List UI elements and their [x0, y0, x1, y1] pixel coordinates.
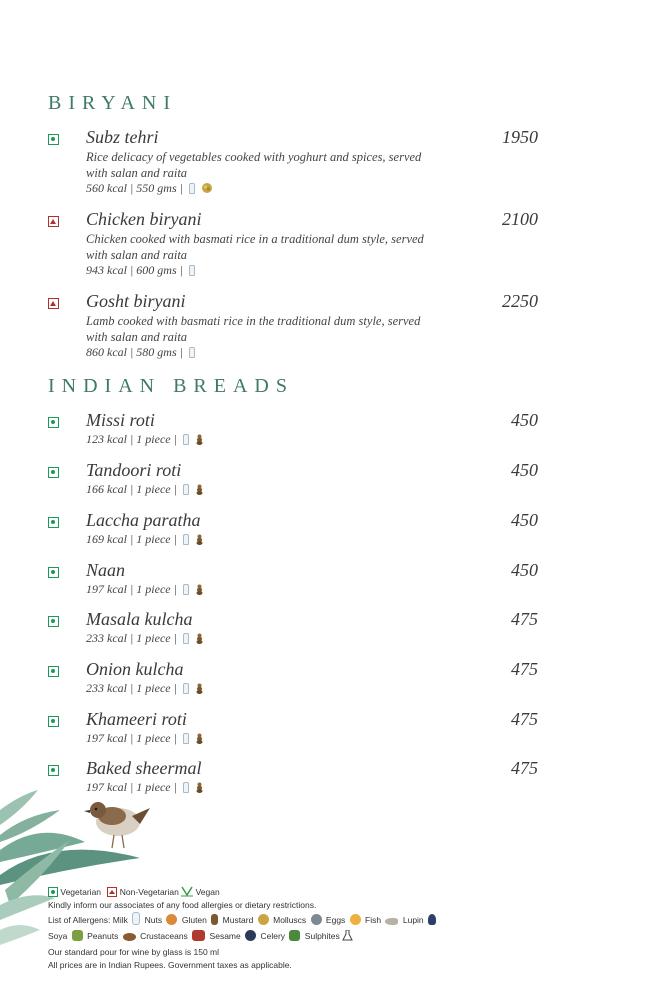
- item-price: 475: [511, 758, 538, 778]
- sulphites-label: Sulphites: [304, 931, 340, 941]
- allergen-list-row-1: [48, 912, 438, 927]
- eggs-icon: [350, 914, 361, 925]
- lupin-icon: [428, 914, 436, 925]
- item-price: 475: [511, 709, 538, 729]
- mustard-icon: [258, 914, 269, 925]
- molluscs-icon: [311, 914, 322, 925]
- item-meta: [86, 532, 204, 547]
- menu-item: [48, 510, 538, 550]
- menu-item: [48, 460, 538, 500]
- veg-icon: [48, 567, 59, 578]
- mustard-label: Mustard: [222, 915, 254, 925]
- milk-icon: [183, 733, 189, 744]
- soya-label: Soya: [48, 931, 68, 941]
- gluten-icon: [195, 683, 204, 694]
- sparrow-icon: [84, 802, 150, 848]
- fish-icon: [385, 918, 398, 925]
- item-nutrition: 233 kcal | 1 piece |: [86, 681, 177, 695]
- veg-icon: [48, 887, 58, 897]
- item-name: Masala kulcha: [86, 609, 193, 629]
- item-price: 450: [511, 510, 538, 530]
- item-name: Khameeri roti: [86, 709, 187, 729]
- item-price: 475: [511, 609, 538, 629]
- menu-item: [48, 410, 538, 450]
- peanuts-icon: [123, 933, 136, 941]
- soya-icon: [72, 930, 83, 941]
- item-name: Onion kulcha: [86, 659, 184, 679]
- item-description: Chicken cooked with basmati rice in a traditional dum style, served with salan and raita: [86, 232, 424, 262]
- gluten-icon: [195, 434, 204, 445]
- menu-item: [48, 209, 538, 283]
- vegan-icon: [181, 886, 193, 897]
- item-price: 450: [511, 460, 538, 480]
- item-nutrition: 123 kcal | 1 piece |: [86, 432, 177, 446]
- gluten-icon: [195, 484, 204, 495]
- vegan-label: Vegan: [195, 887, 220, 897]
- veg-icon: [48, 517, 59, 528]
- veg-icon: [48, 765, 59, 776]
- gluten-icon: [195, 534, 204, 545]
- celery-label: Celery: [260, 931, 286, 941]
- item-nutrition: 560 kcal | 550 gms |: [86, 181, 183, 195]
- gluten-icon: [195, 733, 204, 744]
- milk-icon: [189, 183, 195, 194]
- gluten-icon: [195, 782, 204, 793]
- item-price: 2100: [502, 209, 538, 229]
- item-meta: [86, 263, 195, 278]
- item-name: Missi roti: [86, 410, 155, 430]
- item-description: Rice delicacy of vegetables cooked with yoghurt and spices, served with salan and raita: [86, 150, 422, 180]
- menu-item: [48, 709, 538, 749]
- menu-item: [48, 127, 538, 201]
- sesame-label: Sesame: [209, 931, 241, 941]
- item-name: Chicken biryani: [86, 209, 202, 229]
- veg-icon: [48, 616, 59, 627]
- milk-icon: [183, 782, 189, 793]
- non-veg-icon: [107, 887, 117, 897]
- non-vegetarian-label: Non-Vegetarian: [119, 887, 179, 897]
- sesame-icon: [245, 930, 256, 941]
- item-name: Gosht biryani: [86, 291, 186, 311]
- wine-note: Our standard pour for wine by glass is 150 ml: [48, 947, 220, 957]
- milk-icon: [183, 534, 189, 545]
- milk-icon: [183, 683, 189, 694]
- item-name: Laccha paratha: [86, 510, 201, 530]
- item-nutrition: 197 kcal | 1 piece |: [86, 780, 177, 794]
- diet-legend: [48, 886, 438, 899]
- gluten-icon: [195, 633, 204, 644]
- item-meta: [86, 432, 204, 447]
- item-name: Tandoori roti: [86, 460, 182, 480]
- menu-item: [48, 659, 538, 699]
- crustaceans-label: Crustaceans: [140, 931, 188, 941]
- nuts-label: Nuts: [144, 915, 163, 925]
- mustard-icon: [201, 182, 213, 194]
- milk-label: Milk: [112, 915, 128, 925]
- non-veg-icon: [48, 216, 59, 227]
- molluscs-label: Molluscs: [273, 915, 307, 925]
- item-nutrition: 943 kcal | 600 gms |: [86, 263, 183, 277]
- item-nutrition: 197 kcal | 1 piece |: [86, 731, 177, 745]
- item-meta: [86, 482, 204, 497]
- milk-icon: [183, 584, 189, 595]
- item-price: 2250: [502, 291, 538, 311]
- item-meta: [86, 681, 204, 696]
- gluten-icon: [195, 584, 204, 595]
- menu-item: [48, 609, 538, 649]
- legend: [48, 886, 438, 972]
- sulphites-icon: [342, 930, 353, 941]
- allergens-label: List of Allergens:: [48, 915, 111, 925]
- item-price: 1950: [502, 127, 538, 147]
- menu-item: [48, 291, 538, 365]
- price-note: All prices are in Indian Rupees. Government taxes as applicable.: [48, 960, 292, 970]
- milk-icon: [183, 633, 189, 644]
- non-veg-icon: [48, 298, 59, 309]
- veg-icon: [48, 417, 59, 428]
- item-name: Subz tehri: [86, 127, 159, 147]
- milk-icon: [183, 484, 189, 495]
- section-title-indian-breads: INDIAN BREADS: [48, 375, 294, 397]
- item-nutrition: 197 kcal | 1 piece |: [86, 582, 177, 596]
- allergen-list-row-2: [48, 930, 438, 943]
- item-price: 450: [511, 410, 538, 430]
- allergy-note: Kindly inform our associates of any food allergies or dietary restrictions.: [48, 900, 317, 910]
- nuts-icon: [166, 914, 177, 925]
- celery-icon: [289, 930, 300, 941]
- item-price: 475: [511, 659, 538, 679]
- item-nutrition: 860 kcal | 580 gms |: [86, 345, 183, 359]
- vegetarian-label: Vegetarian: [60, 887, 102, 897]
- item-meta: [86, 181, 213, 196]
- gluten-icon: [211, 914, 218, 925]
- veg-icon: [48, 666, 59, 677]
- item-nutrition: 169 kcal | 1 piece |: [86, 532, 177, 546]
- crustaceans-icon: [192, 930, 205, 941]
- lupin-label: Lupin: [402, 915, 424, 925]
- item-meta: [86, 345, 195, 360]
- item-meta: [86, 582, 204, 597]
- milk-icon: [189, 265, 195, 276]
- item-description: Lamb cooked with basmati rice in the traditional dum style, served with salan and raita: [86, 314, 421, 344]
- milk-icon: [189, 347, 195, 358]
- menu-item: [48, 560, 538, 600]
- item-price: 450: [511, 560, 538, 580]
- peanuts-label: Peanuts: [87, 931, 119, 941]
- item-meta: [86, 631, 204, 646]
- item-name: Naan: [86, 560, 126, 580]
- milk-icon: [183, 434, 189, 445]
- gluten-label: Gluten: [181, 915, 207, 925]
- fish-label: Fish: [365, 915, 382, 925]
- item-name: Baked sheermal: [86, 758, 202, 778]
- veg-icon: [48, 134, 59, 145]
- veg-icon: [48, 467, 59, 478]
- section-title-biryani: BIRYANI: [48, 92, 178, 114]
- milk-icon: [132, 912, 140, 925]
- item-meta: [86, 731, 204, 746]
- eggs-label: Eggs: [325, 915, 346, 925]
- veg-icon: [48, 716, 59, 727]
- item-nutrition: 233 kcal | 1 piece |: [86, 631, 177, 645]
- item-nutrition: 166 kcal | 1 piece |: [86, 482, 177, 496]
